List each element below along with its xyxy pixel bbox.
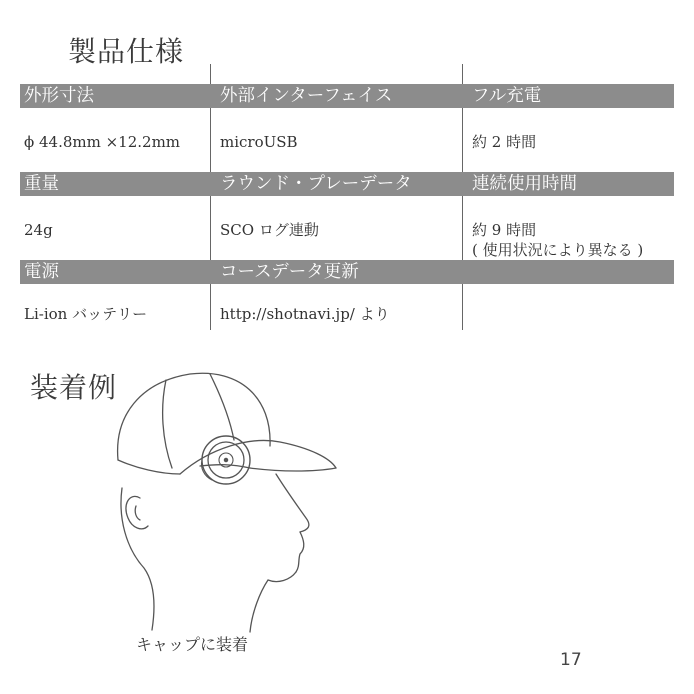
page-number: 17 [560,650,582,670]
spec-value-course-update: http://shotnavi.jp/ より [220,305,390,323]
spec-value-dimensions: ϕ 44.8mm ×12.2mm [24,133,181,151]
spec-value-full-charge: 約 2 時間 [472,133,537,151]
spec-header-empty [468,260,472,284]
spec-section-title: 製品仕様 [68,35,185,68]
wear-section-title: 装着例 [30,371,118,404]
spec-header-continuous-use: 連続使用時間 [472,174,577,194]
spec-value-row [20,196,674,260]
spec-header-round-data: ラウンド・プレーデータ [220,174,412,194]
spec-header-dimensions: 外形寸法 [24,86,94,106]
cap-wearing-illustration [100,368,340,636]
spec-header-course-update: コースデータ更新 [220,262,359,282]
spec-value-row [20,108,674,172]
spec-header-full-charge: フル充電 [472,86,542,106]
spec-value-weight: 24g [24,221,53,239]
spec-value-row [20,284,674,334]
spec-value-round-data: SCO ログ連動 [220,221,319,239]
spec-value-continuous-use-note: ( 使用状況により異なる ) [472,241,644,259]
illustration-caption: キャップに装着 [136,635,249,654]
spec-value-interface: microUSB [220,133,298,151]
spec-value-continuous-use: 約 9 時間 [472,221,537,239]
spec-header-row [20,260,674,284]
spec-header-interface: 外部インターフェイス [220,86,393,106]
spec-header-weight: 重量 [24,174,59,194]
spec-header-row [20,172,674,196]
spec-header-row [20,84,674,108]
spec-header-power: 電源 [24,262,59,282]
spec-table [20,84,674,334]
spec-value-power: Li-ion バッテリー [24,305,148,323]
